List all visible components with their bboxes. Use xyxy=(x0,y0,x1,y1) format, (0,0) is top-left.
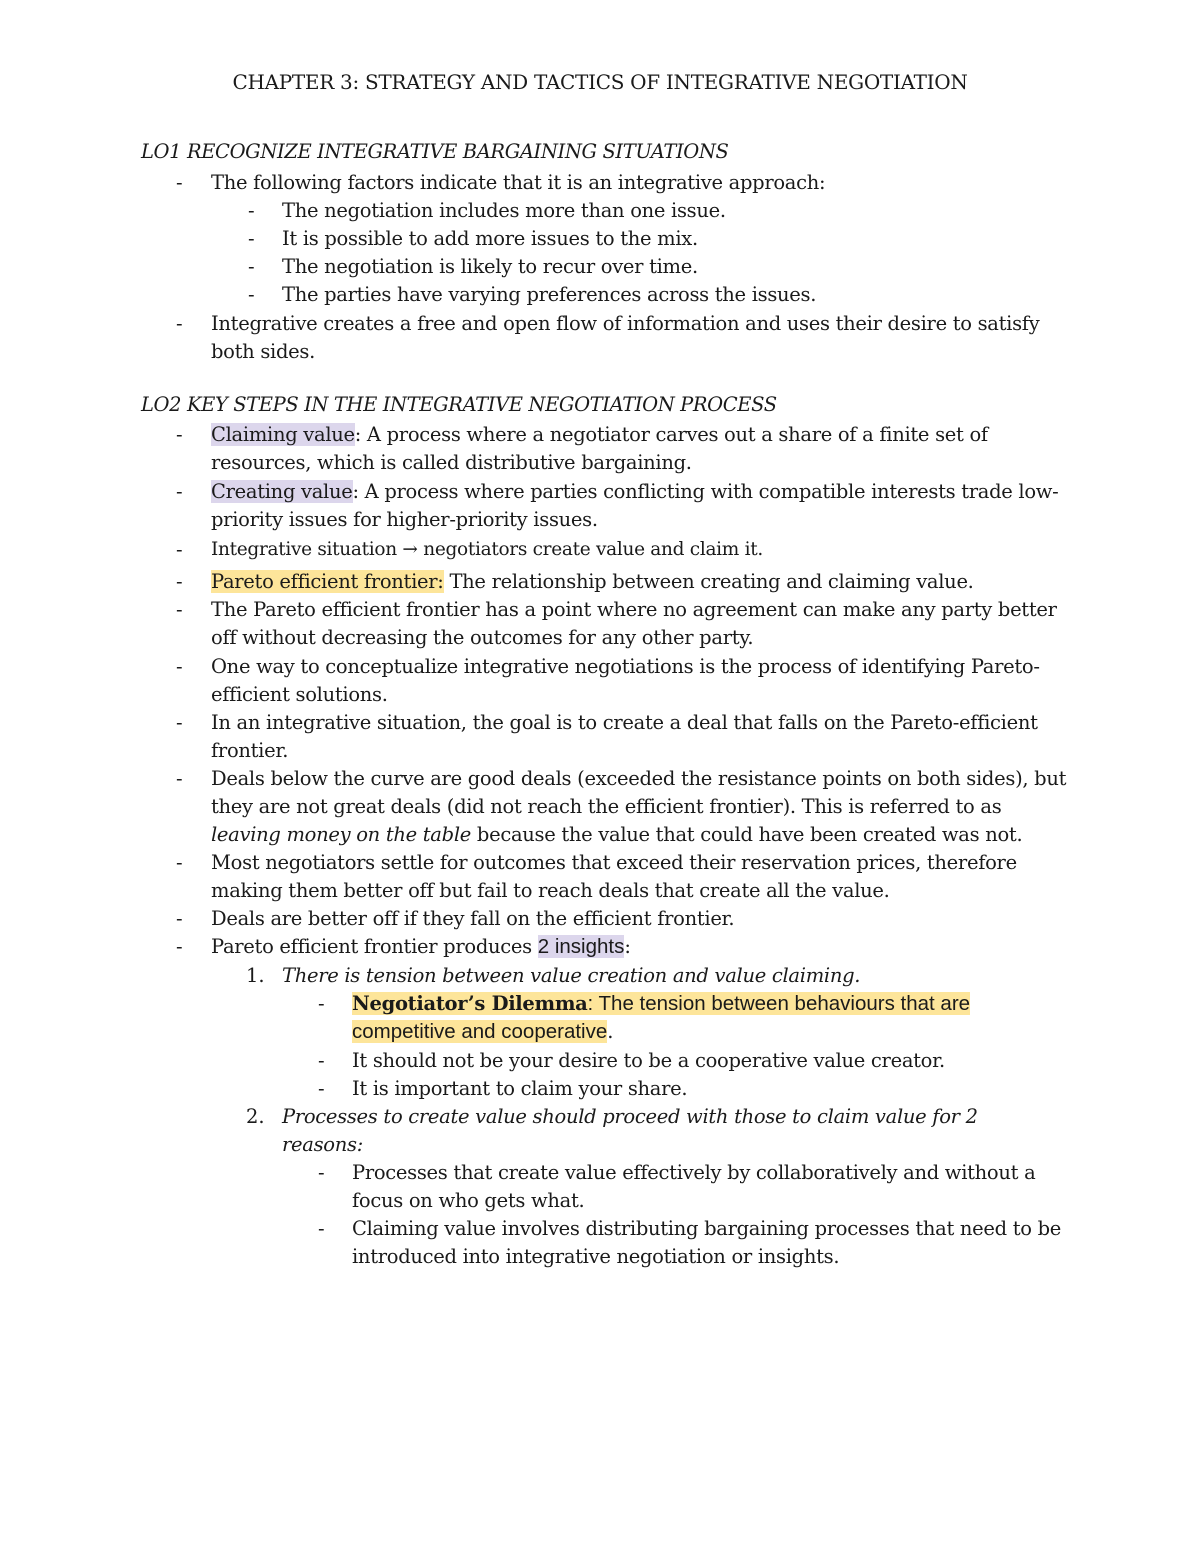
bullet-dash: - xyxy=(176,598,183,621)
bullet-dash: - xyxy=(176,935,183,958)
list-item-continuation: making them better off but fail to reach deals that create all the value. xyxy=(211,879,890,902)
list-item: It is important to claim your share. xyxy=(352,1077,688,1100)
highlight-negotiators-dilemma: Negotiator’s Dilemma xyxy=(352,992,588,1015)
section-heading-lo1: LO1 RECOGNIZE INTEGRATIVE BARGAINING SITUATIONS xyxy=(141,140,729,163)
highlight-pareto-frontier: Pareto efficient frontier: xyxy=(211,570,444,593)
list-item: Pareto efficient frontier produces 2 insights: xyxy=(211,935,631,958)
list-item: One way to conceptualize integrative negotiations is the process of identifying Pareto- xyxy=(211,655,1040,678)
bullet-dash: - xyxy=(248,227,255,250)
list-item-continuation: both sides. xyxy=(211,340,315,363)
bullet-dash: - xyxy=(318,1049,325,1072)
bullet-dash: - xyxy=(318,992,325,1015)
list-item-continuation: competitive and cooperative. xyxy=(352,1020,614,1043)
list-item-continuation: introduced into integrative negotiation or insights. xyxy=(352,1245,840,1268)
list-item: Deals are better off if they fall on the efficient frontier. xyxy=(211,907,735,930)
bullet-dash: - xyxy=(176,312,183,335)
bullet-dash: - xyxy=(176,423,183,446)
bullet-dash: - xyxy=(318,1077,325,1100)
list-item: It is possible to add more issues to the mix. xyxy=(282,227,698,250)
numbered-item: There is tension between value creation and value claiming. xyxy=(282,964,861,987)
numbered-item-continuation: reasons: xyxy=(282,1133,363,1156)
bullet-dash: - xyxy=(176,767,183,790)
bullet-dash: - xyxy=(176,570,183,593)
bullet-dash: - xyxy=(176,907,183,930)
numbered-item: Processes to create value should proceed with those to claim value for 2 xyxy=(282,1105,978,1128)
highlight-creating-value: Creating value xyxy=(211,480,353,503)
list-item-continuation: leaving money on the table because the value that could have been created was not. xyxy=(211,823,1023,846)
list-item: In an integrative situation, the goal is to create a deal that falls on the Pareto-efficient xyxy=(211,711,1038,734)
list-item: It should not be your desire to be a cooperative value creator. xyxy=(352,1049,945,1072)
list-item: The negotiation includes more than one issue. xyxy=(282,199,726,222)
list-item: Deals below the curve are good deals (exceeded the resistance points on both sides), but xyxy=(211,767,1067,790)
bullet-dash: - xyxy=(318,1217,325,1240)
page-title: CHAPTER 3: STRATEGY AND TACTICS OF INTEGRATIVE NEGOTIATION xyxy=(232,70,968,94)
list-item: Integrative creates a free and open flow of information and uses their desire to satisfy xyxy=(211,312,1040,335)
highlight-claiming-value: Claiming value xyxy=(211,423,355,446)
bullet-dash: - xyxy=(248,255,255,278)
list-item-continuation: they are not great deals (did not reach the efficient frontier). This is referred to as xyxy=(211,795,1002,818)
list-item: Negotiator’s Dilemma: The tension between behaviours that are xyxy=(352,992,971,1015)
list-item: Claiming value: A process where a negotiator carves out a share of a finite set of xyxy=(211,423,988,446)
bullet-dash: - xyxy=(318,1161,325,1184)
bullet-dash: - xyxy=(176,538,183,561)
numbered-marker: 1. xyxy=(246,964,265,987)
list-item: The negotiation is likely to recur over time. xyxy=(282,255,698,278)
section-heading-lo2: LO2 KEY STEPS IN THE INTEGRATIVE NEGOTIATION PROCESS xyxy=(141,393,777,416)
bullet-dash: - xyxy=(176,851,183,874)
bullet-dash: - xyxy=(248,199,255,222)
bullet-dash: - xyxy=(176,711,183,734)
list-item: The parties have varying preferences across the issues. xyxy=(282,283,817,306)
highlight-2-insights: 2 insights xyxy=(537,935,625,958)
list-item: Creating value: A process where parties conflicting with compatible interests trade low- xyxy=(211,480,1059,503)
list-item: Most negotiators settle for outcomes that exceed their reservation prices, therefore xyxy=(211,851,1017,874)
list-item-continuation: off without decreasing the outcomes for any other party. xyxy=(211,626,754,649)
list-item: The following factors indicate that it is an integrative approach: xyxy=(211,171,826,194)
bullet-dash: - xyxy=(248,283,255,306)
list-item-continuation: frontier. xyxy=(211,739,289,762)
bullet-dash: - xyxy=(176,480,183,503)
list-item: The Pareto efficient frontier has a point where no agreement can make any party better xyxy=(211,598,1057,621)
bullet-dash: - xyxy=(176,655,183,678)
list-item-continuation: focus on who gets what. xyxy=(352,1189,585,1212)
list-item: Claiming value involves distributing bargaining processes that need to be xyxy=(352,1217,1062,1240)
list-item: Processes that create value effectively by collaboratively and without a xyxy=(352,1161,1036,1184)
numbered-marker: 2. xyxy=(246,1105,265,1128)
list-item-continuation: priority issues for higher-priority issues. xyxy=(211,508,598,531)
list-item-continuation: efficient solutions. xyxy=(211,683,388,706)
list-item: Integrative situation → negotiators create value and claim it. xyxy=(211,539,763,560)
bullet-dash: - xyxy=(176,171,183,194)
list-item: Pareto efficient frontier: The relationship between creating and claiming value. xyxy=(211,570,974,593)
list-item-continuation: resources, which is called distributive bargaining. xyxy=(211,451,692,474)
